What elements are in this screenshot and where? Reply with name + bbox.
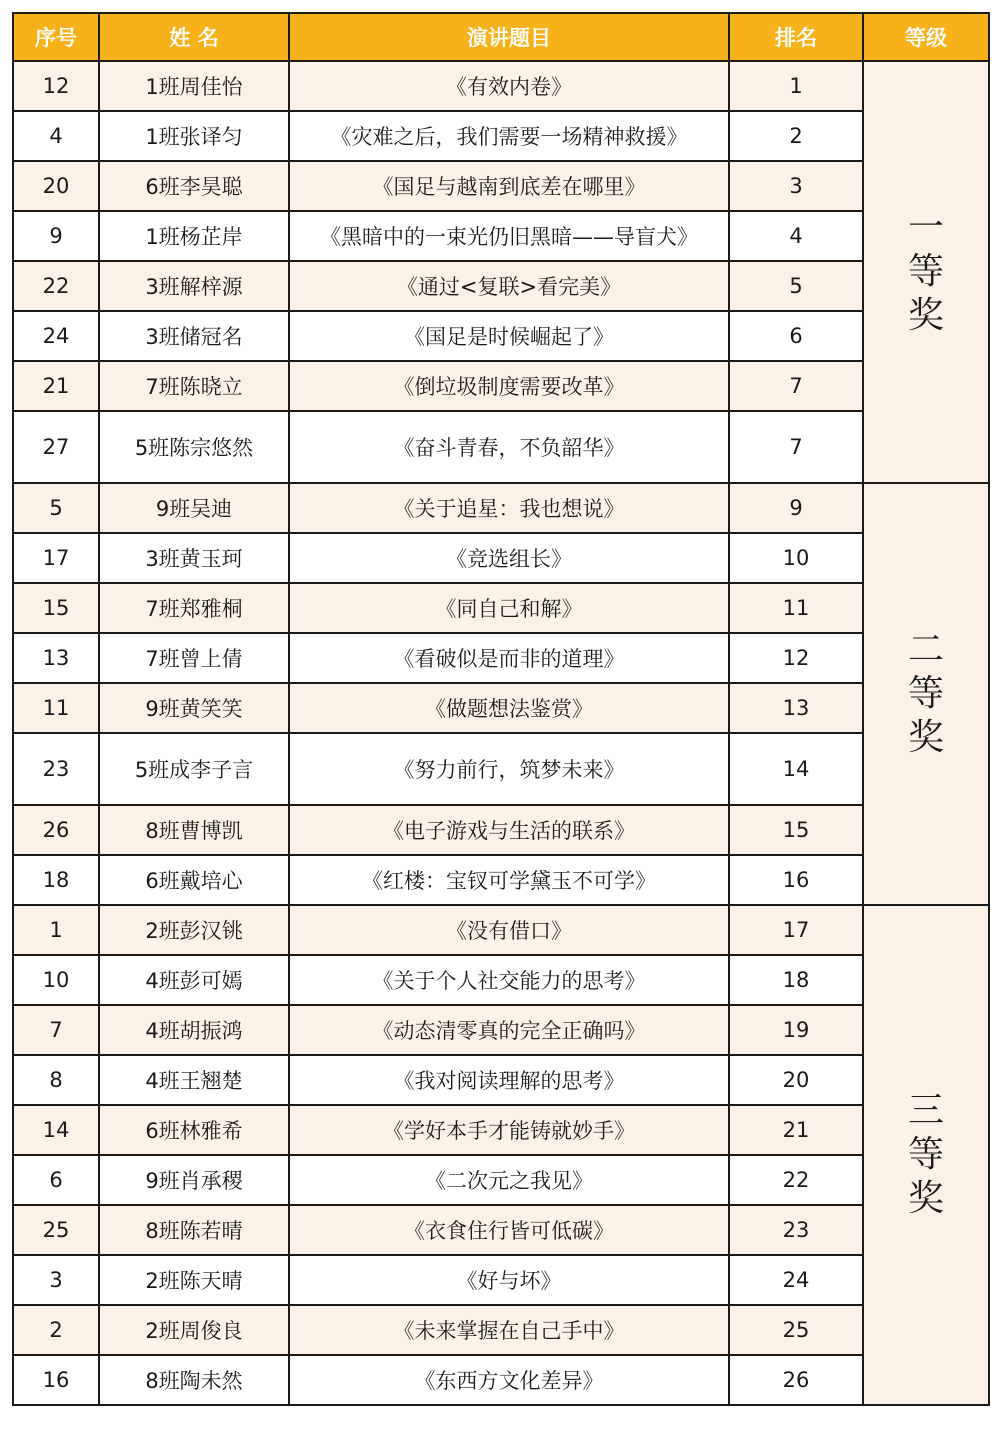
header-grade: 等级 bbox=[863, 13, 989, 61]
table-row bbox=[13, 1005, 989, 1055]
table-row bbox=[13, 633, 989, 683]
table-row bbox=[13, 161, 989, 211]
cell-title: 《衣食住行皆可低碳》 bbox=[289, 1205, 729, 1255]
cell-name: 8班陈若晴 bbox=[99, 1205, 289, 1255]
cell-rank: 10 bbox=[729, 533, 863, 583]
table-row bbox=[13, 111, 989, 161]
cell-seq: 25 bbox=[13, 1205, 99, 1255]
table-row bbox=[13, 1055, 989, 1105]
table-row bbox=[13, 1155, 989, 1205]
cell-rank: 6 bbox=[729, 311, 863, 361]
cell-name: 3班解梓源 bbox=[99, 261, 289, 311]
cell-seq: 10 bbox=[13, 955, 99, 1005]
cell-rank: 14 bbox=[729, 733, 863, 805]
cell-name: 1班周佳怡 bbox=[99, 61, 289, 111]
cell-name: 1班张译匀 bbox=[99, 111, 289, 161]
cell-rank: 12 bbox=[729, 633, 863, 683]
cell-name: 7班曾上倩 bbox=[99, 633, 289, 683]
grade-label: 一等奖 bbox=[907, 207, 944, 336]
table-row bbox=[13, 311, 989, 361]
cell-rank: 25 bbox=[729, 1305, 863, 1355]
table-row bbox=[13, 1255, 989, 1305]
cell-seq: 8 bbox=[13, 1055, 99, 1105]
cell-seq: 7 bbox=[13, 1005, 99, 1055]
table-row bbox=[13, 1205, 989, 1255]
cell-rank: 7 bbox=[729, 361, 863, 411]
table-row bbox=[13, 955, 989, 1005]
cell-rank: 13 bbox=[729, 683, 863, 733]
cell-rank: 24 bbox=[729, 1255, 863, 1305]
table-row bbox=[13, 683, 989, 733]
header-name: 姓 名 bbox=[99, 13, 289, 61]
grade-label: 三等奖 bbox=[907, 1090, 944, 1219]
cell-title: 《红楼：宝钗可学黛玉不可学》 bbox=[289, 855, 729, 905]
cell-title: 《倒垃圾制度需要改革》 bbox=[289, 361, 729, 411]
cell-seq: 13 bbox=[13, 633, 99, 683]
cell-name: 2班彭汉铫 bbox=[99, 905, 289, 955]
cell-seq: 11 bbox=[13, 683, 99, 733]
cell-seq: 1 bbox=[13, 905, 99, 955]
cell-name: 5班成李子言 bbox=[99, 733, 289, 805]
cell-seq: 27 bbox=[13, 411, 99, 483]
cell-title: 《同自己和解》 bbox=[289, 583, 729, 633]
cell-name: 4班彭可嫣 bbox=[99, 955, 289, 1005]
table-row bbox=[13, 1105, 989, 1155]
cell-rank: 11 bbox=[729, 583, 863, 633]
cell-rank: 3 bbox=[729, 161, 863, 211]
cell-seq: 18 bbox=[13, 855, 99, 905]
cell-seq: 5 bbox=[13, 483, 99, 533]
table-row bbox=[13, 361, 989, 411]
cell-name: 9班黄笑笑 bbox=[99, 683, 289, 733]
cell-title: 《看破似是而非的道理》 bbox=[289, 633, 729, 683]
cell-title: 《国足是时候崛起了》 bbox=[289, 311, 729, 361]
cell-title: 《黑暗中的一束光仍旧黑暗——导盲犬》 bbox=[289, 211, 729, 261]
cell-title: 《灾难之后，我们需要一场精神救援》 bbox=[289, 111, 729, 161]
cell-seq: 22 bbox=[13, 261, 99, 311]
cell-seq: 16 bbox=[13, 1355, 99, 1405]
cell-seq: 24 bbox=[13, 311, 99, 361]
cell-name: 8班陶未然 bbox=[99, 1355, 289, 1405]
cell-seq: 15 bbox=[13, 583, 99, 633]
cell-name: 4班胡振鸿 bbox=[99, 1005, 289, 1055]
cell-title: 《未来掌握在自己手中》 bbox=[289, 1305, 729, 1355]
cell-name: 2班周俊良 bbox=[99, 1305, 289, 1355]
cell-title: 《关于追星：我也想说》 bbox=[289, 483, 729, 533]
cell-rank: 22 bbox=[729, 1155, 863, 1205]
cell-name: 4班王翘楚 bbox=[99, 1055, 289, 1105]
cell-title: 《我对阅读理解的思考》 bbox=[289, 1055, 729, 1105]
cell-rank: 7 bbox=[729, 411, 863, 483]
cell-name: 6班林雅希 bbox=[99, 1105, 289, 1155]
cell-seq: 21 bbox=[13, 361, 99, 411]
cell-rank: 17 bbox=[729, 905, 863, 955]
cell-seq: 20 bbox=[13, 161, 99, 211]
table-row bbox=[13, 733, 989, 805]
cell-rank: 9 bbox=[729, 483, 863, 533]
cell-rank: 23 bbox=[729, 1205, 863, 1255]
grade-cell bbox=[863, 61, 989, 483]
cell-rank: 19 bbox=[729, 1005, 863, 1055]
cell-name: 9班肖承稷 bbox=[99, 1155, 289, 1205]
cell-title: 《好与坏》 bbox=[289, 1255, 729, 1305]
cell-name: 9班吴迪 bbox=[99, 483, 289, 533]
cell-rank: 21 bbox=[729, 1105, 863, 1155]
cell-name: 5班陈宗悠然 bbox=[99, 411, 289, 483]
cell-name: 6班李昊聪 bbox=[99, 161, 289, 211]
cell-name: 1班杨芷岸 bbox=[99, 211, 289, 261]
cell-rank: 4 bbox=[729, 211, 863, 261]
cell-seq: 3 bbox=[13, 1255, 99, 1305]
table-row bbox=[13, 533, 989, 583]
cell-title: 《努力前行，筑梦未来》 bbox=[289, 733, 729, 805]
cell-name: 3班黄玉珂 bbox=[99, 533, 289, 583]
table-row bbox=[13, 261, 989, 311]
cell-title: 《通过<复联>看完美》 bbox=[289, 261, 729, 311]
grade-cell bbox=[863, 905, 989, 1405]
cell-title: 《学好本手才能铸就妙手》 bbox=[289, 1105, 729, 1155]
table-row bbox=[13, 211, 989, 261]
cell-title: 《关于个人社交能力的思考》 bbox=[289, 955, 729, 1005]
grade-label: 二等奖 bbox=[907, 629, 944, 758]
header-seq: 序号 bbox=[13, 13, 99, 61]
table-row bbox=[13, 805, 989, 855]
cell-title: 《二次元之我见》 bbox=[289, 1155, 729, 1205]
table-row bbox=[13, 583, 989, 633]
cell-rank: 15 bbox=[729, 805, 863, 855]
cell-seq: 2 bbox=[13, 1305, 99, 1355]
cell-rank: 26 bbox=[729, 1355, 863, 1405]
cell-title: 《竞选组长》 bbox=[289, 533, 729, 583]
cell-name: 8班曹博凯 bbox=[99, 805, 289, 855]
cell-name: 3班储冠名 bbox=[99, 311, 289, 361]
cell-name: 6班戴培心 bbox=[99, 855, 289, 905]
header-row bbox=[13, 13, 989, 61]
cell-title: 《奋斗青春，不负韶华》 bbox=[289, 411, 729, 483]
header-rank: 排名 bbox=[729, 13, 863, 61]
table-row bbox=[13, 855, 989, 905]
cell-rank: 18 bbox=[729, 955, 863, 1005]
cell-seq: 14 bbox=[13, 1105, 99, 1155]
grade-cell bbox=[863, 483, 989, 905]
cell-title: 《做题想法鉴赏》 bbox=[289, 683, 729, 733]
table-row bbox=[13, 1305, 989, 1355]
cell-title: 《动态清零真的完全正确吗》 bbox=[289, 1005, 729, 1055]
cell-rank: 1 bbox=[729, 61, 863, 111]
table-row bbox=[13, 905, 989, 955]
table-row bbox=[13, 61, 989, 111]
cell-seq: 17 bbox=[13, 533, 99, 583]
cell-rank: 16 bbox=[729, 855, 863, 905]
table-row bbox=[13, 411, 989, 483]
cell-seq: 6 bbox=[13, 1155, 99, 1205]
table-body bbox=[13, 61, 989, 1405]
cell-rank: 2 bbox=[729, 111, 863, 161]
cell-seq: 23 bbox=[13, 733, 99, 805]
cell-seq: 4 bbox=[13, 111, 99, 161]
cell-title: 《国足与越南到底差在哪里》 bbox=[289, 161, 729, 211]
header-title: 演讲题目 bbox=[289, 13, 729, 61]
cell-title: 《没有借口》 bbox=[289, 905, 729, 955]
cell-seq: 26 bbox=[13, 805, 99, 855]
table-row bbox=[13, 1355, 989, 1405]
cell-name: 7班陈晓立 bbox=[99, 361, 289, 411]
cell-rank: 5 bbox=[729, 261, 863, 311]
cell-name: 7班郑雅桐 bbox=[99, 583, 289, 633]
cell-title: 《电子游戏与生活的联系》 bbox=[289, 805, 729, 855]
table-row bbox=[13, 483, 989, 533]
speech-contest-results-table bbox=[12, 12, 990, 1406]
cell-title: 《有效内卷》 bbox=[289, 61, 729, 111]
cell-title: 《东西方文化差异》 bbox=[289, 1355, 729, 1405]
cell-rank: 20 bbox=[729, 1055, 863, 1105]
cell-seq: 12 bbox=[13, 61, 99, 111]
cell-name: 2班陈天晴 bbox=[99, 1255, 289, 1305]
cell-seq: 9 bbox=[13, 211, 99, 261]
